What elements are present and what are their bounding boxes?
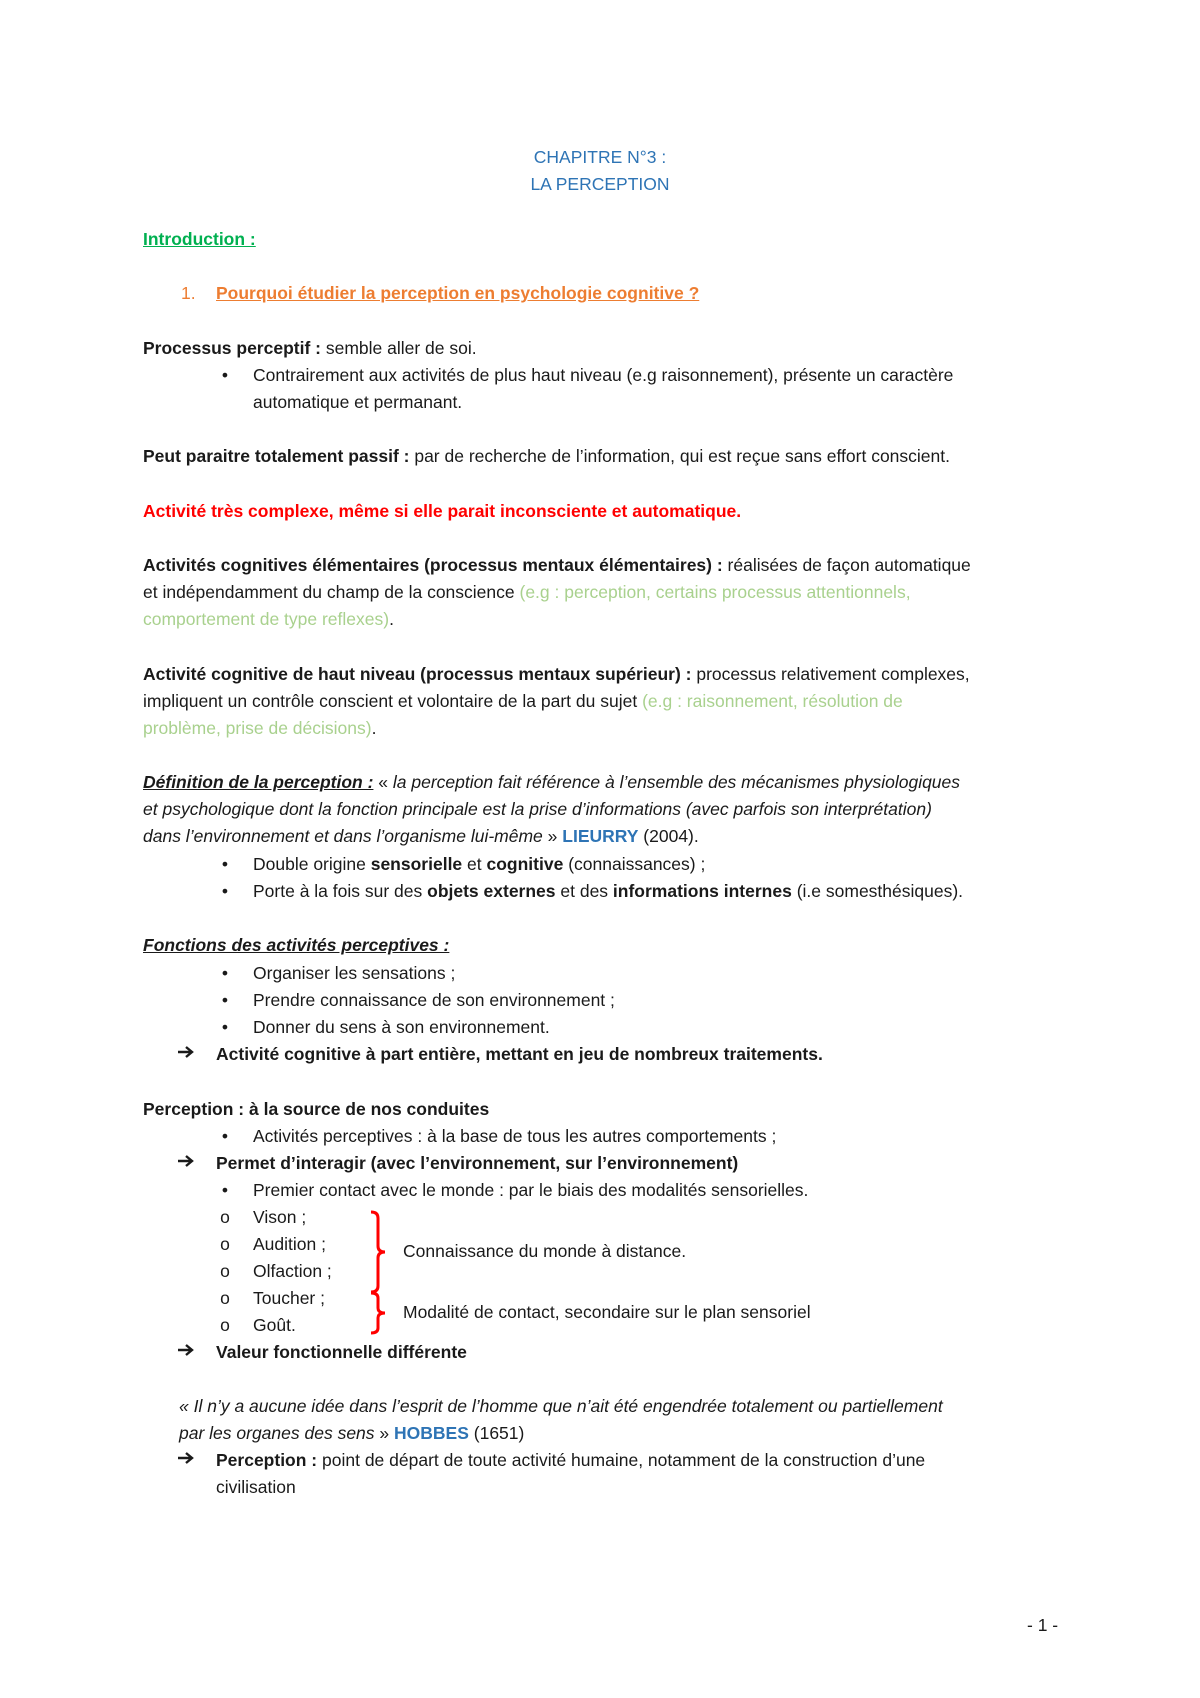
bullet-dot-icon: • xyxy=(221,1017,229,1037)
functions-item-3: Donner du sens à son environnement. xyxy=(253,1017,550,1037)
definition-bullet1 xyxy=(253,851,705,878)
bullet-dot-icon: • xyxy=(221,365,229,385)
perception-conclusion-line2: civilisation xyxy=(216,1477,296,1497)
definition-text3: dans l’environnement et dans l’organisme lui-même xyxy=(143,826,543,846)
curly-brace-icon xyxy=(368,1291,390,1335)
definition-b1-mid: et xyxy=(462,854,487,874)
perception-source-bullet: Activités perceptives : à la base de tous les autres comportements ; xyxy=(253,1126,777,1146)
haut-niveau-label: Activité cognitive de haut niveau (processus mentaux supérieur) : xyxy=(143,664,692,684)
elementaires-example-end: comportement de type reflexes) xyxy=(143,609,390,629)
haut-niveau-example-end: problème, prise de décisions) xyxy=(143,718,372,738)
hobbes-quote-text2: par les organes des sens xyxy=(179,1423,375,1443)
haut-niveau-example: (e.g : raisonnement, résolution de xyxy=(642,691,903,711)
hobbes-author: HOBBES xyxy=(394,1423,469,1443)
circle-bullet-icon: o xyxy=(220,1234,230,1254)
passif-label: Peut paraitre totalement passif : xyxy=(143,446,410,466)
paragraph-elementaires-line3 xyxy=(143,606,394,633)
processus-bullet-line2: automatique et permanant. xyxy=(253,392,463,412)
brace-contact-text: Modalité de contact, secondaire sur le plan sensoriel xyxy=(403,1302,811,1322)
perception-conclusion-label: Perception : xyxy=(216,1450,318,1470)
circle-bullet-icon: o xyxy=(220,1315,230,1335)
haut-niveau-text: processus relativement complexes, xyxy=(691,664,970,684)
perception-first-contact: Premier contact avec le monde : par le biais des modalités sensorielles. xyxy=(253,1180,809,1200)
sense-audition: Audition ; xyxy=(253,1234,326,1254)
elementaires-text: réalisées de façon automatique xyxy=(722,555,971,575)
hobbes-quote-line1: « Il n’y a aucune idée dans l’esprit de l’homme que n’ait été engendrée totalement ou partiellement xyxy=(179,1396,943,1416)
definition-line2: et psychologique dont la fonction principale est la prise d’informations (avec parfois son interprétation) xyxy=(143,799,932,819)
paragraph-elementaires-line1 xyxy=(143,552,971,579)
definition-b1-bold2: cognitive xyxy=(486,854,564,874)
bullet-dot-icon: • xyxy=(221,881,229,901)
bullet-dot-icon: • xyxy=(221,963,229,983)
processus-label: Processus perceptif : xyxy=(143,338,321,358)
circle-bullet-icon: o xyxy=(220,1288,230,1308)
hobbes-year: (1651) xyxy=(468,1423,525,1443)
definition-b2-bold2: informations internes xyxy=(612,881,792,901)
definition-b1-post: (connaissances) ; xyxy=(563,854,706,874)
bullet-dot-icon: • xyxy=(221,854,229,874)
processus-text: semble aller de soi. xyxy=(320,338,477,358)
definition-b2-post: (i.e somesthésiques). xyxy=(791,881,964,901)
chapter-number: CHAPITRE N°3 : xyxy=(533,147,667,167)
chapter-title: LA PERCEPTION xyxy=(530,174,670,194)
definition-b1-bold1: sensorielle xyxy=(370,854,463,874)
definition-year: (2004). xyxy=(638,826,699,846)
circle-bullet-icon: o xyxy=(220,1207,230,1227)
circle-bullet-icon: o xyxy=(220,1261,230,1281)
definition-author: LIEURRY xyxy=(562,826,639,846)
introduction-heading: Introduction : xyxy=(143,229,256,249)
sense-vision: Vison ; xyxy=(253,1207,307,1227)
processus-bullet-line1: Contrairement aux activités de plus haut niveau (e.g raisonnement), présente un caractère xyxy=(253,365,954,385)
haut-niveau-period: . xyxy=(371,718,377,738)
right-arrow-icon xyxy=(177,1446,195,1473)
section-number: 1. xyxy=(181,283,196,303)
hobbes-close-quote: » xyxy=(374,1423,395,1443)
definition-text1: la perception fait référence à l’ensemble des mécanismes physiologiques xyxy=(392,772,961,792)
page-number: - 1 - xyxy=(1027,1615,1059,1635)
section-title: Pourquoi étudier la perception en psychologie cognitive ? xyxy=(216,283,700,303)
complexity-statement: Activité très complexe, même si elle parait inconsciente et automatique. xyxy=(143,501,742,521)
bullet-dot-icon: • xyxy=(221,990,229,1010)
perception-source-heading: Perception : à la source de nos conduites xyxy=(143,1099,490,1119)
right-arrow-icon xyxy=(177,1040,195,1067)
perception-conclusion-line1 xyxy=(216,1447,925,1474)
hobbes-quote-line2 xyxy=(179,1420,524,1447)
elementaires-period: . xyxy=(389,609,394,629)
definition-label: Définition de la perception : xyxy=(143,772,374,792)
functions-heading: Fonctions des activités perceptives : xyxy=(143,935,450,955)
functional-value: Valeur fonctionnelle différente xyxy=(216,1342,467,1362)
paragraph-processus xyxy=(143,335,477,362)
elementaires-label: Activités cognitives élémentaires (processus mentaux élémentaires) : xyxy=(143,555,723,575)
elementaires-example: (e.g : perception, certains processus attentionnels, xyxy=(519,582,911,602)
curly-brace-icon xyxy=(368,1210,390,1294)
paragraph-haut-niveau-line3 xyxy=(143,715,376,742)
definition-b2-mid: et des xyxy=(555,881,613,901)
definition-b2-bold1: objets externes xyxy=(427,881,556,901)
definition-b2-pre: Porte à la fois sur des xyxy=(253,881,428,901)
brace-distance-text: Connaissance du monde à distance. xyxy=(403,1241,687,1261)
definition-b1-pre: Double origine xyxy=(253,854,371,874)
paragraph-passif xyxy=(143,443,950,470)
functions-item-2: Prendre connaissance de son environnement ; xyxy=(253,990,615,1010)
definition-line3 xyxy=(143,823,699,850)
bullet-dot-icon: • xyxy=(221,1126,229,1146)
paragraph-elementaires-line2 xyxy=(143,579,911,606)
perception-interact: Permet d’interagir (avec l’environnement, sur l’environnement) xyxy=(216,1153,739,1173)
elementaires-line2: et indépendamment du champ de la conscience xyxy=(143,582,520,602)
functions-item-1: Organiser les sensations ; xyxy=(253,963,456,983)
sense-taste: Goût. xyxy=(253,1315,296,1335)
functions-conclusion: Activité cognitive à part entière, mettant en jeu de nombreux traitements. xyxy=(216,1044,823,1064)
paragraph-haut-niveau-line2 xyxy=(143,688,903,715)
definition-open-quote: « xyxy=(373,772,393,792)
definition-bullet2 xyxy=(253,878,963,905)
bullet-dot-icon: • xyxy=(221,1180,229,1200)
perception-conclusion-text: point de départ de toute activité humaine, notamment de la construction d’une xyxy=(317,1450,926,1470)
paragraph-haut-niveau-line1 xyxy=(143,661,970,688)
sense-touch: Toucher ; xyxy=(253,1288,325,1308)
definition-close-quote: » xyxy=(542,826,563,846)
right-arrow-icon xyxy=(177,1338,195,1365)
sense-olfaction: Olfaction ; xyxy=(253,1261,332,1281)
right-arrow-icon xyxy=(177,1149,195,1176)
definition-line1 xyxy=(143,769,960,796)
haut-niveau-line2: impliquent un contrôle conscient et volontaire de la part du sujet xyxy=(143,691,643,711)
passif-text: par de recherche de l’information, qui est reçue sans effort conscient. xyxy=(409,446,950,466)
